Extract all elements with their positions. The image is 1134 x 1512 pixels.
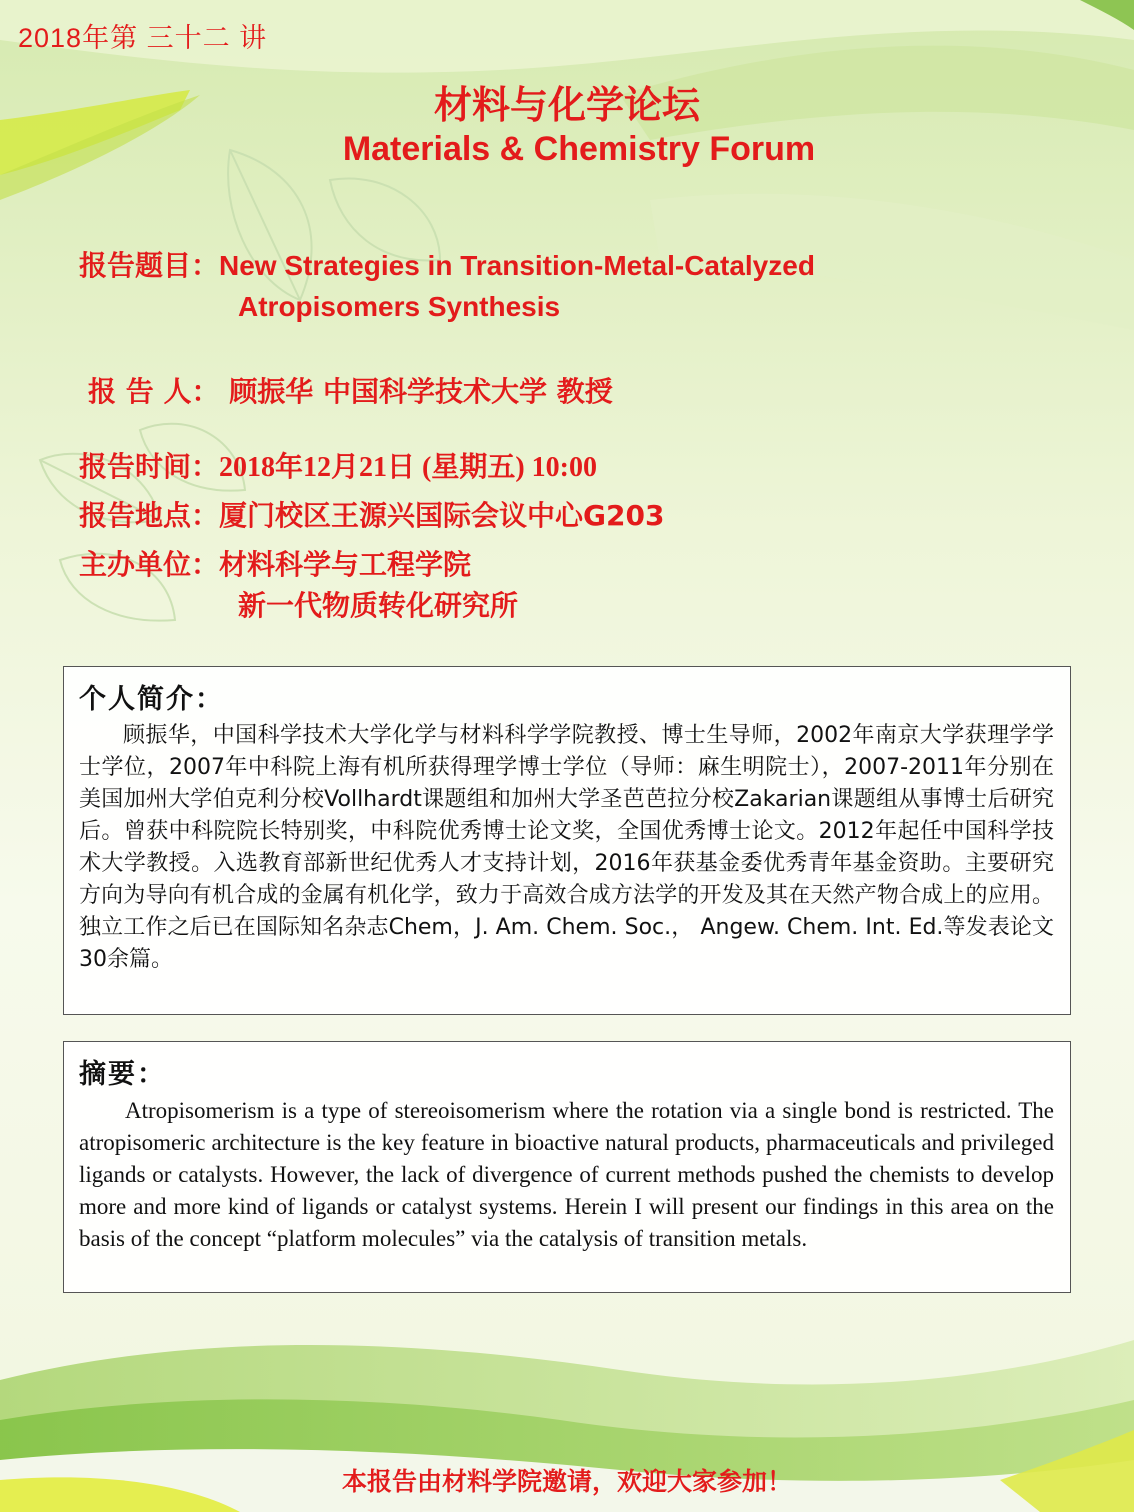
- topic-line-1: New Strategies in Transition-Metal-Catalyzed: [219, 250, 815, 281]
- time-row: [79, 445, 597, 485]
- bio-box: [63, 666, 1071, 1015]
- place-value: 厦门校区王源兴国际会议中心G203: [219, 499, 665, 532]
- abstract-text: Atropisomerism is a type of stereoisomerism where the rotation via a single bond is restricted. The atropisomeric architecture is the key feature in bioactive natural products, pharmaceuticals and privileged ligands or catalysts. However, the lack of divergence of current methods pushed the chemists to develop more and more kind of ligands or catalyst systems. Herein I will present our findings in this area on the basis of the concept “platform molecules” via the catalysis of transition metals.: [79, 1098, 1054, 1251]
- bio-heading: 个人简介：: [79, 684, 224, 715]
- bio-text: 顾振华，中国科学技术大学化学与材料科学学院教授、博士生导师，2002年南京大学获理学学士学位，2007年中科院上海有机所获得理学博士学位（导师：麻生明院士），2007-2011年分别在美国加州大学伯克利分校Vollhardt课题组和加州大学圣芭芭拉分校Zakarian课题组从事博士后研究后。曾获中科院院长特别奖，中科院优秀博士论文奖，全国优秀博士论文。2012年起任中国科学技术大学教授。入选教育部新世纪优秀人才支持计划，2016年获基金委优秀青年基金资助。主要研究方向为导向有机合成的金属有机化学，致力于高效合成方法学的开发及其在天然产物合成上的应用。独立工作之后已在国际知名杂志Chem，J. Am. Chem. Soc.， Angew. Chem. Int. Ed.等发表论文30余篇。: [79, 723, 1054, 972]
- abstract-box: [63, 1041, 1071, 1293]
- host-line-2-row: [238, 584, 518, 624]
- topic-line-2: Atropisomers Synthesis: [238, 291, 561, 322]
- place-label: 报告地点：: [79, 499, 220, 532]
- place-row: [79, 494, 664, 534]
- host-label: 主办单位：: [79, 548, 220, 581]
- host-line-1: 材料科学与工程学院: [219, 548, 472, 581]
- abstract-heading: 摘要：: [79, 1059, 166, 1090]
- host-line-2: 新一代物质转化研究所: [238, 589, 519, 622]
- speaker-row: [88, 370, 613, 410]
- lecture-number: 2018年第 三十二 讲: [18, 23, 268, 53]
- time-label: 报告时间：: [79, 450, 220, 483]
- speaker-value: 顾振华 中国科学技术大学 教授: [229, 375, 613, 408]
- forum-title-cn: 材料与化学论坛: [433, 83, 700, 127]
- forum-title-en: Materials & Chemistry Forum: [342, 130, 816, 168]
- topic-row: [79, 244, 815, 284]
- topic-line-2-row: [238, 290, 560, 323]
- time-value: 2018年12月21日 (星期五) 10:00: [219, 452, 597, 483]
- topic-label: 报告题目：: [79, 249, 220, 282]
- speaker-label: 报 告 人：: [88, 375, 220, 408]
- host-row: [79, 543, 471, 583]
- invitation-footer: 本报告由材料学院邀请，欢迎大家参加！: [341, 1467, 792, 1496]
